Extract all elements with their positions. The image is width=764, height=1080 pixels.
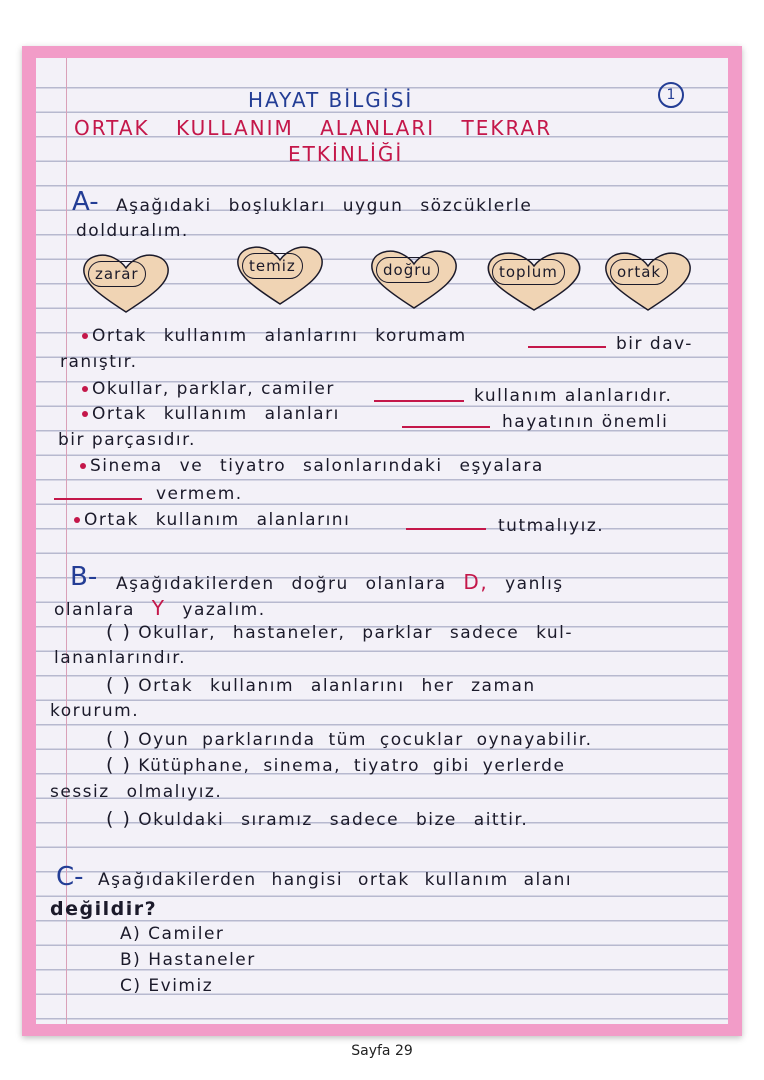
option-b: B) Hastaneler [120, 950, 256, 970]
section-c-question-2: değildir? [50, 898, 158, 920]
tf-item-1 [106, 623, 573, 642]
word-label: doğru [376, 257, 439, 283]
instruction-text: olanlara [54, 600, 135, 620]
fill-item-5 [74, 512, 350, 529]
word-heart [366, 248, 462, 310]
fill-item-text: Okullar, parklar, camiler [92, 379, 335, 399]
d-mark: D, [463, 570, 489, 594]
fill-item-3 [82, 406, 340, 423]
answer-paren: ( ) [106, 754, 132, 776]
section-c-letter: C- [56, 862, 84, 892]
tf-item-2 [106, 676, 536, 695]
subject-title: HAYAT BİLGİSİ [248, 88, 414, 112]
fill-item-text: hayatının önemli [502, 412, 669, 432]
answer-paren: ( ) [106, 674, 132, 696]
fill-item-text: bir parçasıdır. [58, 430, 196, 450]
section-b-letter: B- [70, 562, 98, 592]
main-title-line1: ORTAK KULLANIM ALANLARI TEKRAR [74, 116, 553, 140]
tf-item-text: lananlarındır. [54, 648, 187, 668]
fill-item-text: Ortak kullanım alanlarını [84, 510, 351, 530]
section-a-letter: A- [72, 187, 99, 217]
word-heart [232, 244, 328, 306]
page-number-badge: 1 [658, 82, 684, 108]
tf-item-3 [106, 730, 593, 749]
fill-blank [374, 400, 464, 402]
tf-item-5 [106, 810, 528, 829]
fill-item-4 [80, 458, 544, 475]
fill-item-text: ranıştır. [60, 352, 138, 372]
fill-blank [402, 426, 490, 428]
word-label: toplum [492, 259, 565, 285]
word-label: ortak [610, 259, 668, 285]
tf-item-text: Okuldaki sıramız sadece bize aittir. [138, 810, 529, 830]
tf-item-text: Okullar, hastaneler, parklar sadece kul- [138, 623, 574, 643]
bullet-icon [80, 463, 86, 469]
answer-paren: ( ) [106, 728, 132, 750]
tf-item-4 [106, 756, 565, 775]
main-title-line2: ETKİNLİĞİ [288, 142, 404, 166]
tf-item-text: Oyun parklarında tüm çocuklar oynayabilir. [138, 730, 593, 750]
answer-paren: ( ) [106, 621, 132, 643]
section-b-instruction-2 [54, 598, 266, 619]
section-c-question: Aşağıdakilerden hangisi ortak kullanım alanı [98, 870, 573, 890]
word-label: zarar [88, 261, 146, 287]
fill-item-text: bir dav- [616, 334, 693, 354]
tf-item-text: korurum. [50, 701, 140, 721]
section-a-instruction-1: Aşağıdaki boşlukları uygun sözcüklerle [116, 196, 533, 216]
fill-item-text: Ortak kullanım alanlarını korumam [92, 326, 467, 346]
fill-blank [406, 528, 486, 530]
fill-item-text: Ortak kullanım alanları [92, 404, 340, 424]
word-heart [482, 250, 586, 312]
fill-item-text: kullanım alanlarıdır. [474, 386, 673, 406]
bullet-icon [82, 386, 88, 392]
fill-blank [528, 346, 606, 348]
tf-item-text: Kütüphane, sinema, tiyatro gibi yerlerde [138, 756, 566, 776]
y-mark: Y [151, 596, 166, 620]
bullet-icon [82, 411, 88, 417]
fill-item-text: Sinema ve tiyatro salonlarındaki eşyalara [90, 456, 544, 476]
word-label: temiz [242, 253, 303, 279]
section-a-instruction-2: dolduralım. [76, 221, 189, 241]
section-b-instruction [116, 572, 564, 593]
bullet-icon [82, 333, 88, 339]
bullet-icon [74, 517, 80, 523]
notebook-page [36, 58, 728, 1024]
fill-item-2 [82, 381, 335, 398]
option-a: A) Camiler [120, 924, 225, 944]
word-heart [600, 250, 696, 312]
word-heart [78, 252, 174, 314]
tf-item-text: sessiz olmalıyız. [50, 782, 223, 802]
option-c: C) Evimiz [120, 976, 214, 996]
tf-item-text: Ortak kullanım alanlarını her zaman [138, 676, 536, 696]
fill-item-text: vermem. [156, 484, 243, 504]
instruction-text: yanlış [505, 574, 564, 594]
fill-item-1 [82, 328, 467, 345]
pink-frame [22, 46, 742, 1036]
fill-blank [54, 498, 142, 500]
fill-item-text: tutmalıyız. [498, 516, 605, 536]
instruction-text: yazalım. [182, 600, 266, 620]
page-footer: Sayfa 29 [351, 1043, 413, 1059]
answer-paren: ( ) [106, 808, 132, 830]
instruction-text: Aşağıdakilerden doğru olanlara [116, 574, 447, 594]
